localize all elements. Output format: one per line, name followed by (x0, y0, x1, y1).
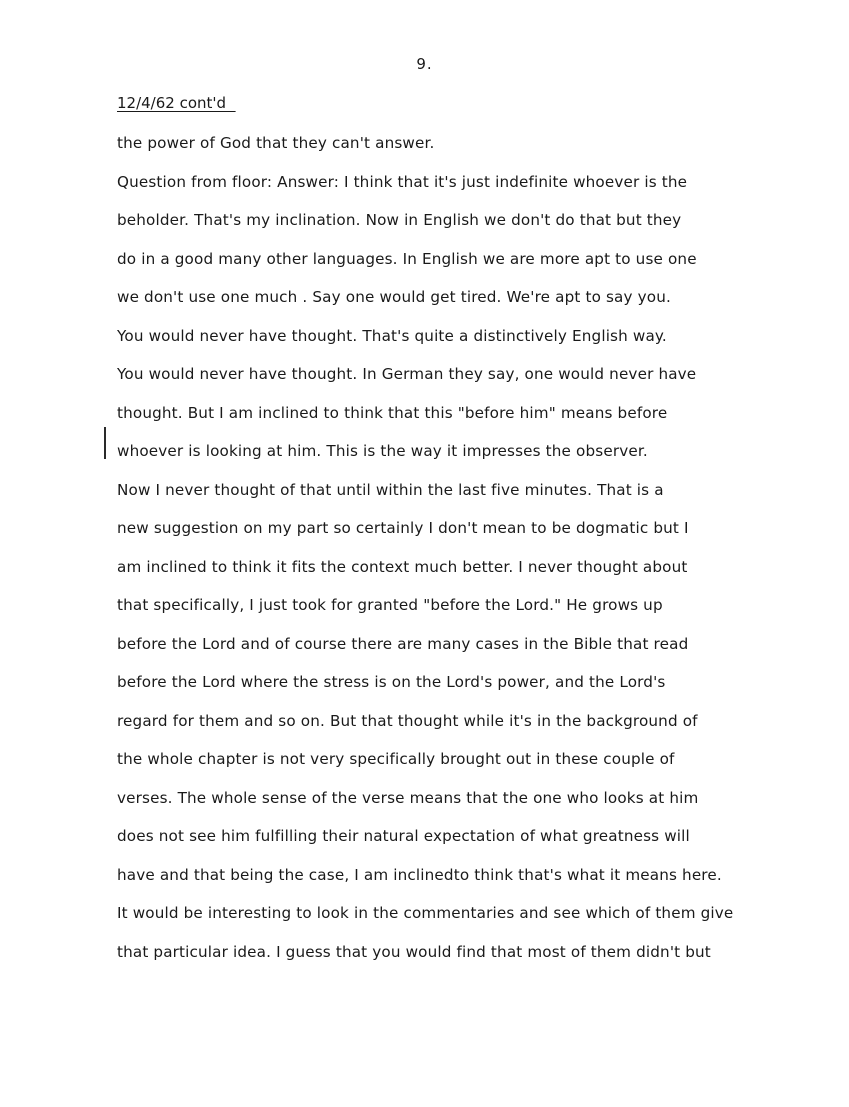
text-line: regard for them and so on. But that thought while it's in the background of (117, 711, 698, 730)
text-line: we don't use one much . Say one would get tired. We're apt to say you. (117, 288, 671, 306)
text-line: Question from floor: Answer: I think that it's just indefinite whoever is the (117, 172, 688, 191)
transcript-body (117, 131, 777, 978)
text-line: the whole chapter is not very specifically brought out in these couple of (117, 750, 675, 768)
text-line: before the Lord and of course there are many cases in the Bible that read (117, 634, 689, 653)
text-line: new suggestion on my part so certainly I don't mean to be dogmatic but I (117, 519, 689, 537)
text-line: It would be interesting to look in the commentaries and see which of them give (117, 904, 734, 922)
text-line: before the Lord where the stress is on the Lord's power, and the Lord's (117, 673, 666, 691)
date-header: 12/4/62 cont'd (117, 94, 236, 112)
text-line: verses. The whole sense of the verse means that the one who looks at him (117, 788, 699, 807)
text-line: does not see him fulfilling their natural expectation of what greatness will (117, 827, 690, 845)
page-number: 9. (416, 55, 433, 73)
text-line: that specifically, I just took for granted "before the Lord." He grows up (117, 596, 663, 614)
text-line: the power of God that they can't answer. (117, 134, 435, 152)
text-line: You would never have thought. That's quite a distinctively English way. (117, 326, 667, 345)
text-line: that particular idea. I guess that you would find that most of them didn't but (117, 942, 711, 961)
text-line: am inclined to think it fits the context much better. I never thought about (117, 557, 688, 576)
margin-mark (104, 427, 106, 459)
text-line: thought. But I am inclined to think that this "before him" means before (117, 403, 668, 422)
text-line: You would never have thought. In German they say, one would never have (117, 365, 697, 383)
text-line: Now I never thought of that until within the last five minutes. That is a (117, 480, 664, 499)
text-line: whoever is looking at him. This is the way it impresses the observer. (117, 442, 648, 460)
text-line: beholder. That's my inclination. Now in English we don't do that but they (117, 211, 682, 229)
text-line: do in a good many other languages. In English we are more apt to use one (117, 249, 697, 268)
text-line: have and that being the case, I am inclinedto think that's what it means here. (117, 865, 722, 884)
